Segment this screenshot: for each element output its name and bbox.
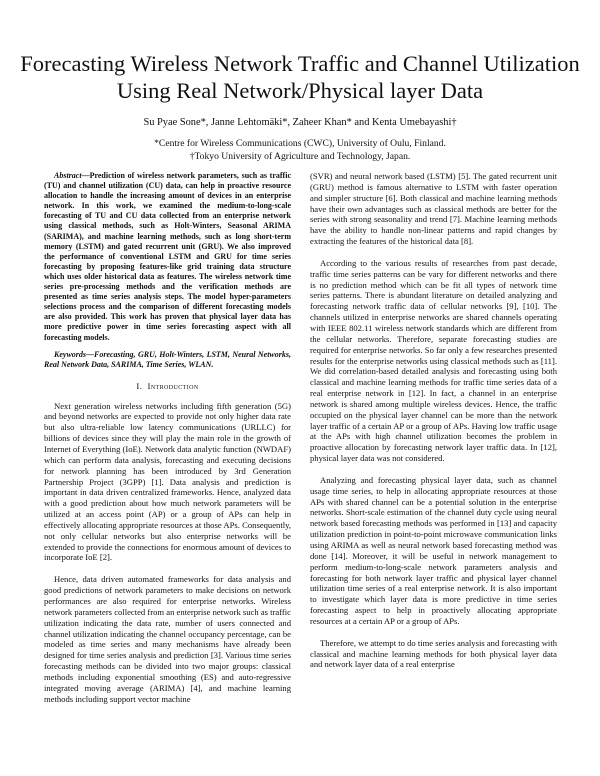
- abstract: [44, 171, 291, 343]
- section-title: Introduction: [147, 380, 199, 391]
- section-heading-introduction: [44, 381, 291, 392]
- affiliation-tokyo: †Tokyo University of Agriculture and Technology, Japan.: [189, 151, 411, 162]
- abstract-text: —Prediction of wireless network parameters, such as traffic (TU) and channel utilization (CU) data, can help in proactive resource allocation to handle the increasing amount of devices in an enterprise network. In this work, we examined the medium-to-long-scale forecasting of TU and CU data collected from an enterprise network using classical methods, such as Holt-Winters, Seasonal ARIMA (SARIMA), and machine learning methods, such as long short-term memory (LSTM) and gated recurrent unit (GRU). We also improved the performance of conventional LSTM and GRU for time series forecasting by proposing features-like grid training data structure which uses older historical data as features. The wireless network time series pre-processing methods and the verification methods are presented as time series analysis steps. The model hyper-parameters selections process and the comparison of different forecasting models are also provided. This work has proven that physical layer data has more predictive power in time series forecasting aspect with all forecasting models.: [44, 171, 291, 342]
- keywords-text: —Forecasting, GRU, Holt-Winters, LSTM, Neural Networks, Real Network Data, SARIMA, Time Series, WLAN.: [44, 349, 291, 369]
- affiliation-cwc: *Centre for Wireless Communications (CWC), University of Oulu, Finland.: [154, 138, 446, 149]
- keywords-label: Keywords: [54, 349, 86, 359]
- paper-title: Forecasting Wireless Network Traffic and Channel Utilization Using Real Network/Physical layer Data: [20, 51, 580, 103]
- body-paragraph: (SVR) and neural network based (LSTM) [5]. The gated recurrent unit (GRU) method is famous alternative to LSTM with faster operation and simpler structure [6]. Both classical and machine learning methods have their own advantages such as classical methods are better for the series with strong seasonality and trend [7]. Machine learning methods have the ability to handle non-linear patterns and rapid changes by extracting the features of the historical data [8].: [310, 171, 557, 247]
- body-paragraph: Analyzing and forecasting physical layer data, such as channel usage time series, to help in allocating appropriate resources at those APs with shared channel can be a potential solution in the enterprise networks. Short-scale estimation of the channel duty cycle using neural network based forecasting methods was performed in [13] and capacity utilization prediction in point-to-point microwave communication links using ARIMA as well as neural network based forecasting method was done [14]. Moreover, it will be useful in network management to perform medium-to-long-scale network parameters analysis and forecasting for both network layer traffic and physical layer channel utilization time series of a real enterprise network. It is also important to investigate which layer data is more predictive in time series forecasting aspect to help in proactively allocating appropriate resources at a certain AP or a group of APs.: [310, 474, 557, 626]
- keywords: [44, 350, 291, 370]
- right-column: [310, 171, 557, 670]
- body-paragraph: Next generation wireless networks including fifth generation (5G) and beyond networks are expected to provide not only higher data rate but also ultra-reliable low latency communications (URLLC) for billions of devices since they will play the main role in the growth of Internet of Everything (IoE). Network data analytic function (NWDAF) which can perform data analysis, forecasting and executing decisions for network planning has been introduced by 3rd Generation Partnership Project (3GPP) [1]. Data analysis and prediction is important in data driven centralized frameworks. Hence, analyzed data with a good prediction about how much network parameters will be utilized at an access point (AP) or a group of APs can help in effectively allocating appropriate resources at those APs. Consequently, not only cellular networks but also enterprise networks will be extended to provide the connections for enormous amount of devices to incorporate IoE [2].: [44, 400, 291, 563]
- body-paragraph: Hence, data driven automated frameworks for data analysis and good predictions of network parameters to make decisions on network performances are also required for enterprise networks. Wireless network parameters collected from an enterprise network such as traffic utilization indicating the data rate, number of users connected and channel utilization indicating the channel occupancy percentage, can be modeled as time series and many mechanisms have already been designed for time series analysis and prediction [3]. Various time series forecasting methods can be divided into two major groups: classical methods including exponential smoothing (ES) and auto-regressive integrated moving average (ARIMA) [4], and machine learning methods including support vector machine: [44, 574, 291, 704]
- body-paragraph: According to the various results of researches from past decade, traffic time series patterns can be vary for different networks and there is no prediction method which can be fit all types of network time series patterns. There is abundant literature on detailed analyzing and forecasting network traffic data of cellular networks [9], [10]. The channels utilized in enterprise networks are shared channels operating with IEEE 802.11 wireless network standards which are different from the cellular networks. Therefore, separate forecasting studies are required for enterprise networks. So far only a few researches presented results for the enterprise networks using classical methods such as [11]. We did correlation-based detailed analysis and forecasting using both classical and machine learning methods for traffic time series data of a real enterprise network in [12]. In fact, a channel in an enterprise network is shared among multiple wireless devices. Hence, the traffic occupied on the physical layer channel can be more than the network layer traffic of a certain AP or a group of APs. Having low traffic usage at the APs with high channel utilization becomes the problem in proactive allocation by forecasting network layer traffic data. In [12], physical layer data was not considered.: [310, 257, 557, 464]
- abstract-label: Abstract: [54, 171, 82, 180]
- author-list: Su Pyae Sone*, Janne Lehtomäki*, Zaheer Khan* and Kenta Umebayashi†: [143, 117, 457, 128]
- body-paragraph: Therefore, we attempt to do time series analysis and forecasting with classical and machine learning methods for both physical layer data and network layer data of a real enterprise: [310, 637, 557, 670]
- section-number: I.: [136, 380, 143, 391]
- left-column: [44, 171, 291, 704]
